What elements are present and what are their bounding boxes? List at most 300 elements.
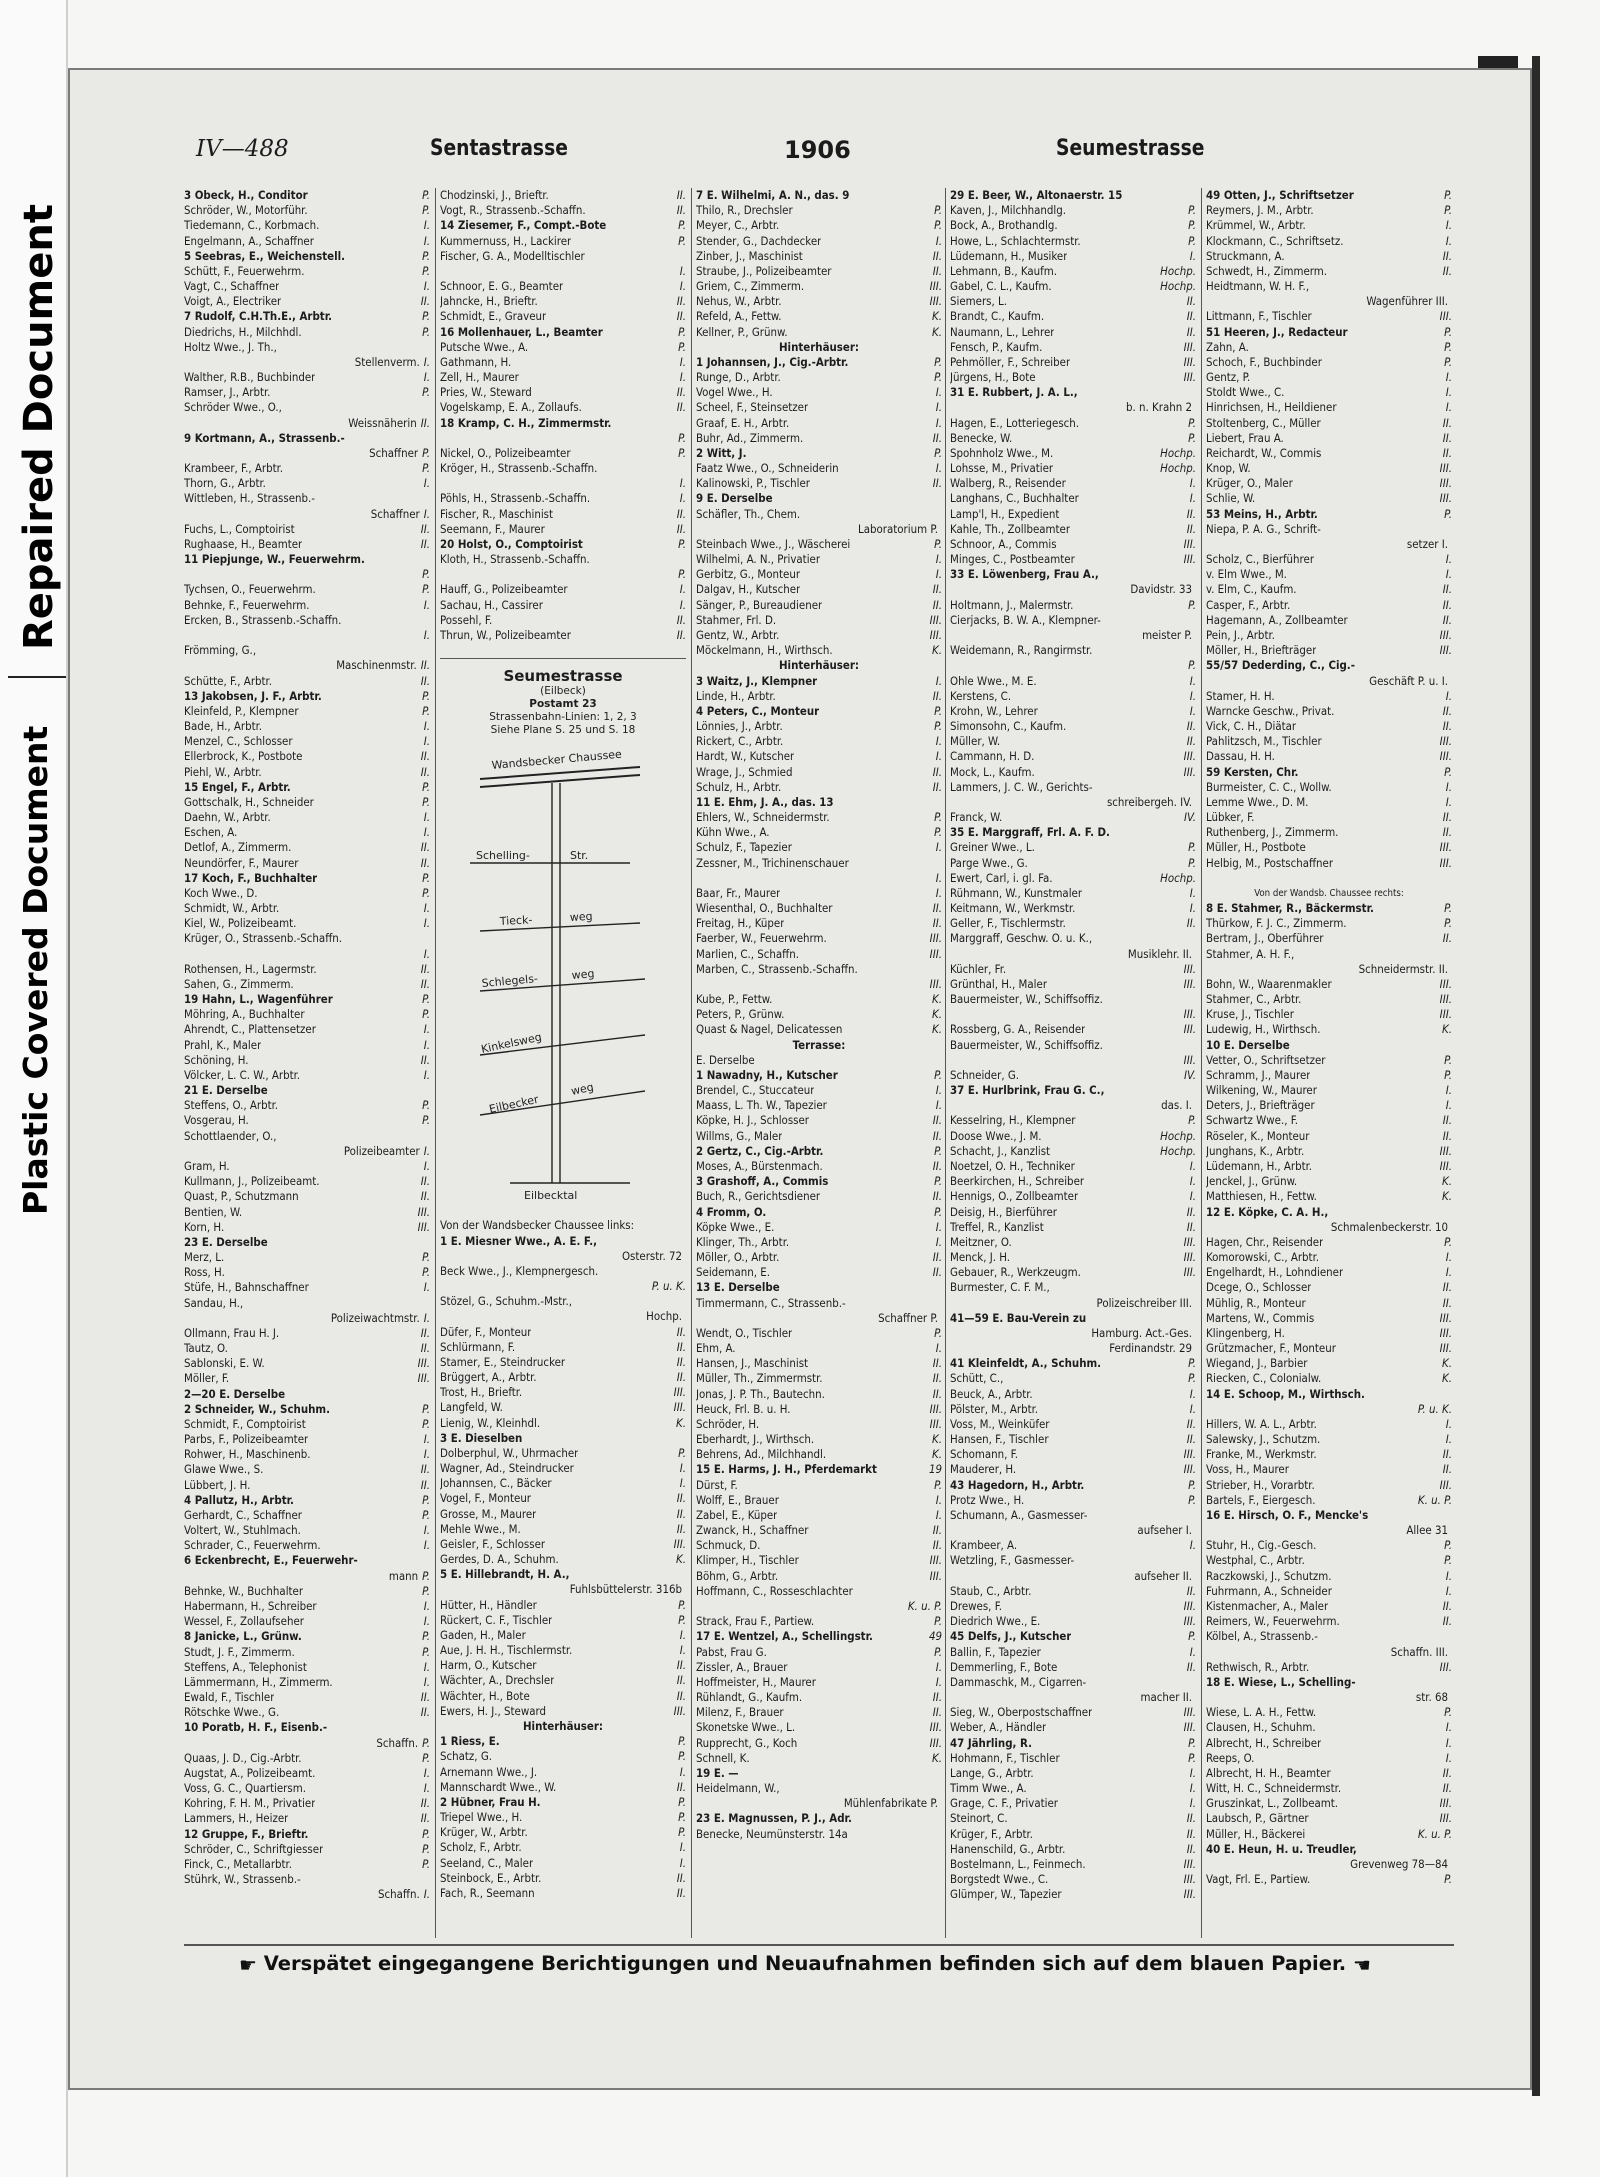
entry-name: Hoffmann, C., Rosseschlachter: [696, 1583, 853, 1598]
entry-floor: [1448, 294, 1452, 309]
directory-entry: [950, 1205, 1196, 1220]
entry-floor: II.: [1186, 1811, 1196, 1826]
entry-floor: [1448, 1629, 1452, 1644]
directory-entry: [440, 400, 686, 415]
entry-name: Daehn, W., Arbtr.: [184, 810, 271, 825]
entry-name: Schulz, F., Tapezier: [696, 840, 792, 855]
entry-name: 2 Gertz, C., Cig.-Arbtr.: [696, 1143, 824, 1158]
entry-name: Schröder, W., Motorführ.: [184, 203, 308, 218]
entry-name: Geschäft P. u. I.: [1369, 673, 1448, 688]
directory-entry: [440, 1355, 686, 1370]
directory-entry: [1206, 795, 1452, 810]
entry-floor: II.: [932, 582, 942, 597]
entry-name: Schütt, F., Feuerwehrm.: [184, 263, 305, 278]
directory-entry: [440, 1552, 686, 1567]
directory-entry: [696, 507, 942, 522]
page-number: IV—488: [196, 136, 289, 162]
entry-floor: I.: [423, 279, 430, 294]
directory-entry: [184, 719, 430, 734]
entry-floor: II.: [1186, 1416, 1196, 1431]
entry-name: Buch, R., Gerichtsdiener: [696, 1189, 821, 1204]
entry-floor: P.: [422, 324, 430, 339]
entry-floor: K.: [932, 1007, 942, 1022]
entry-name: 2 Hübner, Frau H.: [440, 1794, 541, 1809]
entry-name: Weissnäherin: [348, 415, 417, 430]
entry-name: Röseler, K., Monteur: [1206, 1128, 1310, 1143]
entry-name: Milenz, F., Brauer: [696, 1705, 784, 1720]
entry-floor: I.: [1189, 703, 1196, 718]
entry-floor: I.: [679, 476, 686, 491]
entry-name: Marlien, C., Schaffn.: [696, 946, 799, 961]
entry-floor: I.: [1189, 885, 1196, 900]
entry-name: Köpke, H. J., Schlosser: [696, 1113, 810, 1128]
entry-name: Zissler, A., Brauer: [696, 1659, 788, 1674]
entry-name: aufseher I.: [1137, 1523, 1192, 1538]
entry-floor: I.: [1445, 1265, 1452, 1280]
entry-floor: P.: [1444, 354, 1452, 369]
entry-floor: [938, 1796, 942, 1811]
directory-entry: [184, 1811, 430, 1826]
entry-name: 3 Waitz, J., Klempner: [696, 673, 818, 688]
directory-entry: [440, 1689, 686, 1704]
entry-name: Schaffn. III.: [1390, 1644, 1448, 1659]
directory-entry: [184, 279, 430, 294]
directory-entry: [440, 1673, 686, 1688]
directory-entry: [696, 628, 942, 643]
directory-entry: [440, 1567, 686, 1582]
entry-name: Gerhardt, C., Schaffner: [184, 1507, 302, 1522]
directory-entry: [950, 1872, 1196, 1887]
street-plan-map: [440, 743, 686, 1213]
entry-name: Krüger, O., Strassenb.-Schaffn.: [184, 931, 343, 946]
entry-floor: [682, 461, 686, 476]
entry-floor: [1192, 188, 1196, 203]
entry-name: Augstat, A., Polizeibeamt.: [184, 1765, 316, 1780]
entry-floor: P.: [422, 1007, 430, 1022]
entry-name: Strieber, H., Vorarbtr.: [1206, 1477, 1315, 1492]
entry-floor: [1192, 1569, 1196, 1584]
entry-name: Demmerling, F., Bote: [950, 1659, 1058, 1674]
entry-floor: [682, 1309, 686, 1324]
directory-entry: [184, 1493, 430, 1508]
entry-name: Seeland, C., Maler: [440, 1855, 534, 1870]
directory-entry: [950, 1053, 1196, 1068]
entry-name: Deters, J., Briefträger: [1206, 1098, 1315, 1113]
entry-floor: [426, 1129, 430, 1144]
directory-entry: [440, 188, 686, 203]
entry-name: Ercken, B., Strassenb.-Schaffn.: [184, 612, 342, 627]
entry-name: Wiesenthal, O., Buchhalter: [696, 901, 833, 916]
directory-entry: [950, 1751, 1196, 1766]
entry-floor: II.: [420, 1174, 430, 1189]
entry-name: Mauderer, H.: [950, 1462, 1017, 1477]
entry-floor: I.: [1445, 233, 1452, 248]
entry-name: Polizeiwachtmstr.: [330, 1310, 420, 1325]
entry-floor: II.: [1186, 719, 1196, 734]
entry-floor: [1192, 1523, 1196, 1538]
directory-entry: [1206, 749, 1452, 764]
entry-floor: II.: [932, 1159, 942, 1173]
entry-name: Osterstr. 72: [621, 1248, 682, 1263]
entry-name: Martens, W., Commis: [1206, 1310, 1315, 1325]
entry-floor: II.: [676, 400, 686, 415]
entry-name: Ehm, A.: [696, 1341, 736, 1356]
entry-floor: III.: [929, 279, 942, 294]
directory-entry: [950, 947, 1196, 962]
entry-name: Schwartz Wwe., F.: [1206, 1113, 1299, 1128]
entry-floor: [682, 249, 686, 264]
entry-name: Schacht, J., Kanzlist: [950, 1143, 1051, 1158]
entry-floor: K.: [1442, 1356, 1452, 1371]
entry-floor: [1448, 522, 1452, 537]
plan-label-str: Str.: [570, 849, 589, 863]
entry-name: 15 Engel, F., Arbtr.: [184, 779, 291, 794]
entry-floor: II.: [676, 1779, 686, 1794]
entry-floor: [682, 416, 686, 431]
directory-entry: [1206, 249, 1452, 264]
directory-entry: [184, 1007, 430, 1022]
directory-entry: [184, 886, 430, 901]
tab-divider: [8, 676, 66, 678]
entry-floor: I.: [935, 233, 942, 248]
directory-entry: [184, 1645, 430, 1660]
entry-name: Düfer, F., Monteur: [440, 1324, 532, 1339]
entry-floor: P.: [422, 1568, 430, 1583]
entry-name: Voss, G. C., Quartiersm.: [184, 1781, 306, 1796]
directory-entry: [696, 1553, 942, 1568]
entry-name: Helbig, M., Postschaffner: [1206, 855, 1334, 870]
directory-entry: [184, 1751, 430, 1766]
directory-entry: [950, 689, 1196, 704]
entry-floor: II.: [932, 1538, 942, 1553]
directory-entry: [950, 1144, 1196, 1159]
entry-name: Gerbitz, G., Monteur: [696, 567, 801, 582]
entry-floor: [1192, 931, 1196, 946]
directory-entry: [950, 582, 1196, 597]
entry-floor: [1192, 567, 1196, 582]
entry-name: Wiese, L. A. H., Fettw.: [1206, 1705, 1317, 1720]
directory-entry: [696, 1371, 942, 1386]
entry-name: Wittleben, H., Strassenb.-: [184, 491, 315, 506]
entry-floor: P.: [1444, 1234, 1452, 1249]
entry-floor: III.: [1183, 370, 1196, 385]
entry-name: Gottschalk, H., Schneider: [184, 794, 314, 809]
directory-entry: [184, 871, 430, 886]
directory-entry: [184, 1113, 430, 1128]
entry-floor: II.: [1442, 1781, 1452, 1796]
directory-entry: [184, 1523, 430, 1538]
directory-entry: [1206, 203, 1452, 218]
entry-name: Knop, W.: [1206, 461, 1251, 476]
entry-floor: I.: [1445, 218, 1452, 233]
entry-floor: [426, 431, 430, 446]
entry-floor: II.: [932, 1690, 942, 1705]
entry-name: Stoldt Wwe., C.: [1206, 385, 1285, 400]
directory-entry: [950, 1462, 1196, 1477]
entry-floor: K.: [932, 1022, 942, 1037]
entry-floor: P.: [422, 1098, 430, 1113]
directory-entry: [696, 1614, 942, 1629]
entry-name: Köpke Wwe., E.: [696, 1219, 775, 1234]
directory-entry: [950, 643, 1196, 658]
directory-entry: [184, 552, 430, 567]
directory-entry: [184, 1053, 430, 1068]
directory-entry: [696, 461, 942, 476]
entry-name: Prahl, K., Maler: [184, 1037, 262, 1052]
section-subheading: [696, 658, 942, 673]
entry-name: 6 Eckenbrecht, E., Feuerwehr-: [184, 1553, 358, 1568]
entry-floor: II.: [676, 1354, 686, 1369]
entry-name: Krohn, W., Lehrer: [950, 703, 1038, 718]
entry-name: Hagen, Chr., Reisender: [1206, 1234, 1324, 1249]
entry-floor: P.: [934, 1644, 942, 1659]
entry-floor: II.: [420, 658, 430, 673]
entry-name: Krüger, F., Arbtr.: [950, 1826, 1033, 1841]
entry-floor: I.: [935, 461, 942, 476]
entry-floor: P.: [1188, 1735, 1196, 1750]
entry-name: Engelhardt, H., Lohndiener: [1206, 1265, 1344, 1280]
entry-name: 10 E. Derselbe: [1206, 1037, 1290, 1052]
directory-entry: [1206, 1341, 1452, 1356]
entry-floor: I.: [935, 870, 942, 885]
entry-floor: I.: [935, 400, 942, 415]
entry-name: Schaffner: [369, 445, 419, 460]
entry-floor: II.: [676, 1688, 686, 1703]
entry-floor: P.: [422, 703, 430, 718]
entry-name: Walther, R.B., Buchbinder: [184, 370, 316, 385]
directory-entry: [950, 931, 1196, 946]
entry-name: Steffens, A., Telephonist: [184, 1659, 307, 1674]
entry-name: Schlürmann, F.: [440, 1339, 516, 1354]
subheading-text: Hinterhäuser:: [778, 658, 859, 673]
entry-floor: I.: [1445, 1083, 1452, 1098]
directory-entry: [696, 1083, 942, 1098]
entry-floor: II.: [676, 521, 686, 536]
entry-name: Bentien, W.: [184, 1204, 243, 1219]
entry-floor: I.: [423, 1887, 430, 1902]
entry-floor: K.: [932, 1750, 942, 1765]
directory-entry: [1206, 916, 1452, 931]
entry-name: Schneidermstr. II.: [1358, 961, 1448, 976]
directory-entry: [696, 1508, 942, 1523]
entry-floor: II.: [932, 1371, 942, 1386]
entry-name: 35 E. Marggraff, Frl. A. F. D.: [950, 825, 1110, 840]
entry-floor: II.: [932, 430, 942, 445]
entry-name: 5 E. Hillebrandt, H. A.,: [440, 1567, 570, 1582]
entry-floor: III.: [1183, 1022, 1196, 1037]
directory-entry: [1206, 1523, 1452, 1538]
entry-name: Gentz, P.: [1206, 370, 1251, 385]
entry-floor: I.: [423, 1310, 430, 1325]
directory-entry: [184, 931, 430, 946]
directory-entry: [184, 1098, 430, 1113]
entry-floor: P. u. K.: [651, 1279, 686, 1294]
directory-entry: [696, 1159, 942, 1174]
entry-floor: P.: [934, 1325, 942, 1340]
entry-floor: II.: [420, 1705, 430, 1720]
entry-name: Brüggert, A., Arbtr.: [440, 1370, 537, 1385]
entry-name: Keitmann, W., Werkmstr.: [950, 901, 1076, 916]
directory-entry: [184, 188, 430, 203]
entry-name: Vogt, R., Strassenb.-Schaffn.: [440, 203, 586, 218]
directory-entry: [1206, 491, 1452, 506]
entry-floor: [426, 1083, 430, 1098]
entry-floor: II.: [676, 385, 686, 400]
directory-entry: [184, 1705, 430, 1720]
directory-entry: [184, 355, 430, 370]
entry-name: 12 E. Köpke, C. A. H.,: [1206, 1204, 1329, 1219]
entry-floor: Hochp.: [1160, 263, 1196, 278]
directory-entry: [696, 203, 942, 218]
entry-floor: II.: [676, 1870, 686, 1885]
entry-name: Ludewig, H., Wirthsch.: [1206, 1022, 1321, 1037]
directory-entry: [696, 1690, 942, 1705]
entry-floor: I.: [423, 1447, 430, 1462]
directory-entry: [184, 385, 430, 400]
entry-floor: P.: [678, 567, 686, 582]
entry-name: Stözel, G., Schuhm.-Mstr.,: [440, 1294, 572, 1309]
entry-floor: P.: [422, 992, 430, 1007]
entry-name: Gebauer, R., Werkzeugm.: [950, 1265, 1081, 1280]
entry-name: Vogel, F., Monteur: [440, 1491, 532, 1506]
entry-floor: I.: [679, 1855, 686, 1870]
column-divider: [691, 188, 692, 1938]
entry-floor: [1192, 1098, 1196, 1113]
directory-entry: [1206, 1447, 1452, 1462]
directory-entry: [696, 1660, 942, 1675]
entry-name: Struckmann, A.: [1206, 248, 1285, 263]
directory-column: [950, 188, 1196, 1938]
entry-floor: I.: [1445, 1250, 1452, 1265]
directory-entry: [950, 765, 1196, 780]
entry-name: Tychsen, O., Feuerwehrm.: [184, 582, 316, 597]
entry-name: Wolff, E., Brauer: [696, 1492, 779, 1507]
entry-name: Dolberphul, W., Uhrmacher: [440, 1445, 579, 1460]
directory-entry: [950, 1038, 1196, 1053]
entry-floor: II.: [1442, 263, 1452, 278]
entry-floor: P.: [1188, 658, 1196, 673]
entry-name: 19 Hahn, L., Wagenführer: [184, 992, 333, 1007]
directory-entry: [184, 309, 430, 324]
subheading-text: Terrasse:: [792, 1037, 846, 1052]
entry-name: Fensch, P., Kaufm.: [950, 339, 1043, 354]
entry-name: Hochp.: [646, 1309, 682, 1324]
entry-floor: I.: [1445, 400, 1452, 415]
entry-name: schreibergeh. IV.: [1106, 794, 1192, 809]
directory-entry: [950, 1887, 1196, 1902]
entry-name: Lamp'l, H., Expedient: [950, 506, 1060, 521]
entry-name: Liebert, Frau A.: [1206, 430, 1284, 445]
entry-floor: I.: [1189, 1174, 1196, 1189]
entry-name: Stamer, E., Steindrucker: [440, 1354, 566, 1369]
directory-entry: [440, 1431, 686, 1446]
entry-name: Vogel Wwe., H.: [696, 385, 773, 400]
entry-floor: I.: [935, 1219, 942, 1234]
entry-name: Gram, H.: [184, 1159, 230, 1173]
entry-name: Schröder Wwe., O.,: [184, 400, 282, 415]
entry-name: Willms, G., Maler: [696, 1128, 783, 1143]
entry-name: Scholz, F., Arbtr.: [440, 1840, 522, 1855]
directory-entry: [1206, 567, 1452, 582]
entry-floor: I.: [1189, 673, 1196, 688]
entry-floor: III.: [1183, 1614, 1196, 1629]
entry-floor: I.: [679, 1476, 686, 1491]
directory-entry: [1206, 810, 1452, 825]
directory-entry: [950, 552, 1196, 567]
entry-name: Heidelmann, W.,: [696, 1781, 780, 1796]
entry-floor: P.: [422, 1826, 430, 1841]
directory-entry: [1206, 1189, 1452, 1204]
entry-name: Junghans, K., Arbtr.: [1206, 1143, 1305, 1158]
directory-entry: [696, 1265, 942, 1280]
directory-entry: [696, 689, 942, 704]
directory-entry: [696, 931, 942, 946]
entry-floor: I.: [1189, 1538, 1196, 1553]
directory-entry: [1206, 1811, 1452, 1826]
directory-entry: [950, 1538, 1196, 1553]
entry-name: Reichardt, W., Commis: [1206, 445, 1322, 460]
plan-lines: Strassenbahn-Linien: 1, 2, 3: [489, 711, 637, 724]
directory-entry: [440, 1234, 686, 1249]
entry-floor: I.: [1445, 1720, 1452, 1735]
entry-floor: II.: [420, 415, 430, 430]
directory-entry: [1206, 355, 1452, 370]
entry-name: Musiklehr. II.: [1127, 946, 1192, 961]
entry-name: Allee 31: [1406, 1523, 1448, 1538]
entry-name: Detlof, A., Zimmerm.: [184, 840, 292, 855]
entry-name: Raczkowski, J., Schutzm.: [1206, 1568, 1332, 1583]
directory-entry: [696, 1296, 942, 1311]
directory-entry: [1206, 1022, 1452, 1037]
entry-name: Stahmer, Frl. D.: [696, 612, 777, 627]
directory-entry: [696, 1068, 942, 1083]
entry-floor: III.: [1439, 1811, 1452, 1826]
entry-name: 45 Delfs, J., Kutscher: [950, 1629, 1072, 1644]
entry-name: Beerkirchen, H., Schreiber: [950, 1174, 1085, 1189]
entry-floor: III.: [417, 1219, 430, 1234]
directory-entry: [184, 1599, 430, 1614]
entry-name: Korn, H.: [184, 1219, 225, 1234]
directory-entry: [1206, 1250, 1452, 1265]
entry-name: Engelmann, A., Schaffner: [184, 233, 314, 248]
entry-name: 59 Kersten, Chr.: [1206, 764, 1299, 779]
entry-name: Lange, G., Arbtr.: [950, 1765, 1034, 1780]
entry-name: Mühlig, R., Monteur: [1206, 1295, 1306, 1310]
entry-floor: [938, 856, 942, 871]
directory-entry: [184, 1174, 430, 1189]
entry-name: 4 Peters, C., Monteur: [696, 703, 820, 718]
entry-name: 16 E. Hirsch, O. F., Mencke's: [1206, 1507, 1369, 1522]
directory-entry: [440, 1340, 686, 1355]
entry-floor: P.: [934, 810, 942, 825]
entry-name: Buhr, Ad., Zimmerm.: [696, 430, 804, 445]
entry-name: Kaven, J., Milchhandlg.: [950, 203, 1067, 218]
directory-entry: [950, 992, 1196, 1007]
plan-label-schelling: Schelling-: [476, 849, 530, 863]
entry-name: Thrun, W., Polizeibeamter: [440, 627, 571, 642]
entry-name: Seemann, F., Maurer: [440, 521, 545, 536]
directory-entry: [440, 1856, 686, 1871]
entry-name: Borgstedt Wwe., C.: [950, 1872, 1049, 1887]
directory-entry: [184, 1341, 430, 1356]
entry-floor: I.: [1189, 1401, 1196, 1416]
entry-floor: P.: [422, 688, 430, 703]
entry-floor: I.: [1189, 248, 1196, 263]
entry-name: Franke, M., Werkmstr.: [1206, 1447, 1317, 1462]
entry-floor: [1192, 1553, 1196, 1568]
entry-name: Schröder, C., Schriftgiesser: [184, 1841, 324, 1856]
entry-floor: II.: [1186, 1219, 1196, 1234]
